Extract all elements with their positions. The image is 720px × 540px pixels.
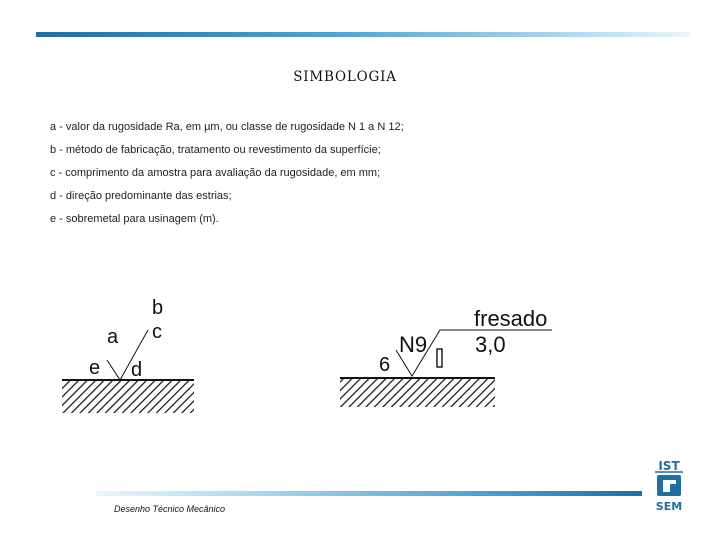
generic-roughness-symbol — [62, 297, 194, 413]
manufacturing-method-value: fresado — [474, 306, 548, 331]
label-a: a — [107, 326, 119, 348]
sampling-length-value: 3,0 — [475, 332, 506, 357]
surface-hatch — [62, 380, 194, 413]
ist-sem-logo — [652, 456, 686, 516]
legend-item-a: a - valor da rugosidade Ra, em µm, ou classe de rugosidade N 1 a N 12; — [50, 121, 404, 133]
surface-symbols-figure — [0, 280, 600, 420]
label-e: e — [89, 357, 101, 379]
legend-list — [50, 121, 404, 236]
example-roughness-symbol — [340, 306, 552, 407]
bottom-divider-bar — [96, 491, 642, 496]
surface-hatch — [340, 378, 495, 407]
legend-item-b: b - método de fabricação, tratamento ou revestimento da superfície; — [50, 144, 381, 156]
label-c: c — [152, 321, 162, 343]
slide-title: SIMBOLOGIA — [293, 69, 397, 85]
roughness-class-value: N9 — [399, 332, 428, 357]
logo-bottom-text: SEM — [655, 500, 683, 513]
legend-item-e: e - sobremetal para usinagem (m). — [50, 213, 219, 225]
machining-allowance-value: 6 — [379, 354, 391, 376]
label-b: b — [152, 297, 164, 319]
legend-item-d: d - direção predominante das estrias; — [50, 190, 232, 202]
lay-direction-icon — [437, 349, 442, 367]
logo-top-text: IST — [658, 459, 680, 473]
label-d: d — [131, 359, 143, 381]
legend-item-c: c - comprimento da amostra para avaliação da rugosidade, em mm; — [50, 167, 381, 179]
top-divider-bar — [36, 32, 690, 37]
footer-text: Desenho Técnico Mecânico — [114, 504, 226, 514]
